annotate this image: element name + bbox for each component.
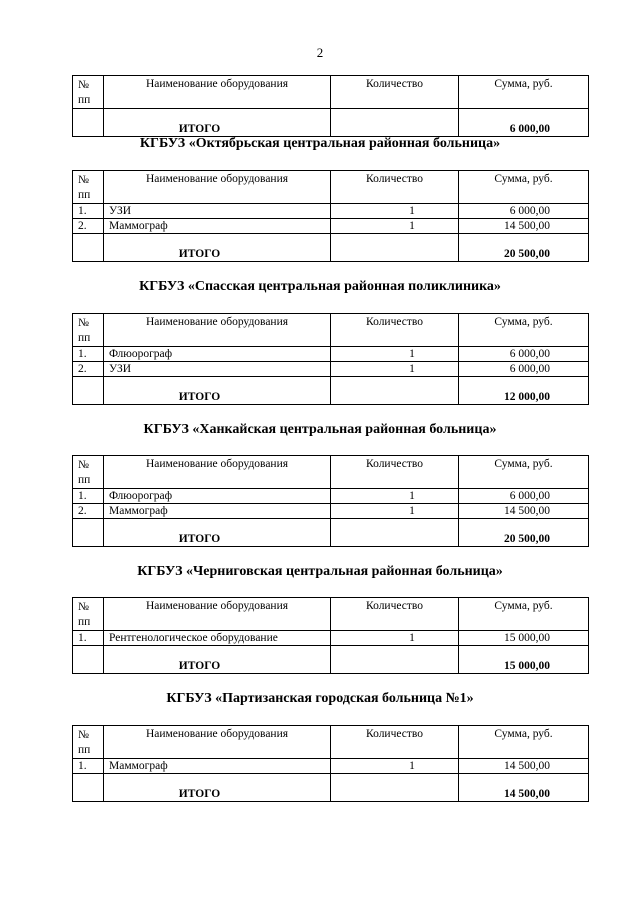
- total-sum: 12 000,00: [459, 377, 589, 405]
- header-qty: Количество: [331, 171, 459, 204]
- page-number: 2: [316, 45, 324, 60]
- table-row: [73, 504, 589, 519]
- table-header-row: [73, 76, 589, 109]
- header-num: № пп: [73, 314, 104, 347]
- total-label: ИТОГО: [104, 377, 331, 405]
- header-num: № пп: [73, 456, 104, 489]
- header-name: Наименование оборудования: [104, 314, 331, 347]
- row-num: 1.: [73, 489, 104, 504]
- table-row: [73, 204, 589, 219]
- row-sum: 6 000,00: [459, 362, 589, 377]
- total-label: ИТОГО: [104, 519, 331, 547]
- row-name: Рентгенологическое оборудование: [104, 631, 331, 646]
- row-sum: 6 000,00: [459, 489, 589, 504]
- row-name: Флюорограф: [104, 347, 331, 362]
- total-sum: 15 000,00: [459, 646, 589, 674]
- header-num: № пп: [73, 598, 104, 631]
- row-name: Флюорограф: [104, 489, 331, 504]
- total-sum: 20 500,00: [459, 519, 589, 547]
- organization-title: КГБУЗ «Ханкайская центральная районная больница»: [143, 422, 497, 437]
- table-row: [73, 489, 589, 504]
- row-name: УЗИ: [104, 204, 331, 219]
- equipment-table: [72, 725, 589, 802]
- row-sum: 6 000,00: [459, 204, 589, 219]
- row-qty: 1: [331, 362, 459, 377]
- row-qty: 1: [331, 204, 459, 219]
- organization-title: КГБУЗ «Октябрьская центральная районная больница»: [139, 136, 501, 151]
- total-sum: 14 500,00: [459, 774, 589, 802]
- row-qty: 1: [331, 489, 459, 504]
- row-qty: 1: [331, 504, 459, 519]
- total-label: ИТОГО: [104, 234, 331, 262]
- header-sum: Сумма, руб.: [459, 726, 589, 759]
- header-num: № пп: [73, 76, 104, 109]
- total-row: [73, 377, 589, 405]
- organization-title: КГБУЗ «Партизанская городская больница №1»: [166, 691, 474, 706]
- organization-title: КГБУЗ «Черниговская центральная районная больница»: [137, 564, 503, 579]
- row-sum: 15 000,00: [459, 631, 589, 646]
- equipment-table: [72, 75, 589, 137]
- total-row: [73, 234, 589, 262]
- table-header-row: [73, 726, 589, 759]
- table-row: [73, 347, 589, 362]
- row-name: Маммограф: [104, 504, 331, 519]
- row-name: УЗИ: [104, 362, 331, 377]
- row-num: 2.: [73, 504, 104, 519]
- table-row: [73, 631, 589, 646]
- row-sum: 14 500,00: [459, 219, 589, 234]
- row-num: 1.: [73, 631, 104, 646]
- table-header-row: [73, 456, 589, 489]
- header-sum: Сумма, руб.: [459, 314, 589, 347]
- organization-title: КГБУЗ «Спасская центральная районная поликлиника»: [139, 279, 501, 294]
- header-num: № пп: [73, 726, 104, 759]
- table-row: [73, 219, 589, 234]
- equipment-table: [72, 170, 589, 262]
- row-sum: 14 500,00: [459, 504, 589, 519]
- header-sum: Сумма, руб.: [459, 598, 589, 631]
- row-sum: 14 500,00: [459, 759, 589, 774]
- total-label: ИТОГО: [104, 109, 331, 137]
- total-row: [73, 774, 589, 802]
- header-num: № пп: [73, 171, 104, 204]
- total-label: ИТОГО: [104, 774, 331, 802]
- total-row: [73, 109, 589, 137]
- header-name: Наименование оборудования: [104, 456, 331, 489]
- total-row: [73, 519, 589, 547]
- row-sum: 6 000,00: [459, 347, 589, 362]
- table-header-row: [73, 171, 589, 204]
- row-num: 1.: [73, 204, 104, 219]
- total-sum: 6 000,00: [459, 109, 589, 137]
- table-header-row: [73, 598, 589, 631]
- row-num: 1.: [73, 347, 104, 362]
- header-name: Наименование оборудования: [104, 726, 331, 759]
- total-row: [73, 646, 589, 674]
- header-qty: Количество: [331, 456, 459, 489]
- row-name: Маммограф: [104, 759, 331, 774]
- header-name: Наименование оборудования: [104, 598, 331, 631]
- total-label: ИТОГО: [104, 646, 331, 674]
- total-sum: 20 500,00: [459, 234, 589, 262]
- row-num: 2.: [73, 362, 104, 377]
- table-row: [73, 759, 589, 774]
- header-qty: Количество: [331, 598, 459, 631]
- row-name: Маммограф: [104, 219, 331, 234]
- header-sum: Сумма, руб.: [459, 76, 589, 109]
- row-num: 1.: [73, 759, 104, 774]
- equipment-table: [72, 597, 589, 674]
- table-row: [73, 362, 589, 377]
- header-name: Наименование оборудования: [104, 76, 331, 109]
- header-qty: Количество: [331, 314, 459, 347]
- header-qty: Количество: [331, 726, 459, 759]
- equipment-table: [72, 455, 589, 547]
- row-qty: 1: [331, 631, 459, 646]
- header-qty: Количество: [331, 76, 459, 109]
- header-sum: Сумма, руб.: [459, 456, 589, 489]
- equipment-table: [72, 313, 589, 405]
- header-sum: Сумма, руб.: [459, 171, 589, 204]
- header-name: Наименование оборудования: [104, 171, 331, 204]
- row-qty: 1: [331, 347, 459, 362]
- row-qty: 1: [331, 759, 459, 774]
- table-header-row: [73, 314, 589, 347]
- row-qty: 1: [331, 219, 459, 234]
- row-num: 2.: [73, 219, 104, 234]
